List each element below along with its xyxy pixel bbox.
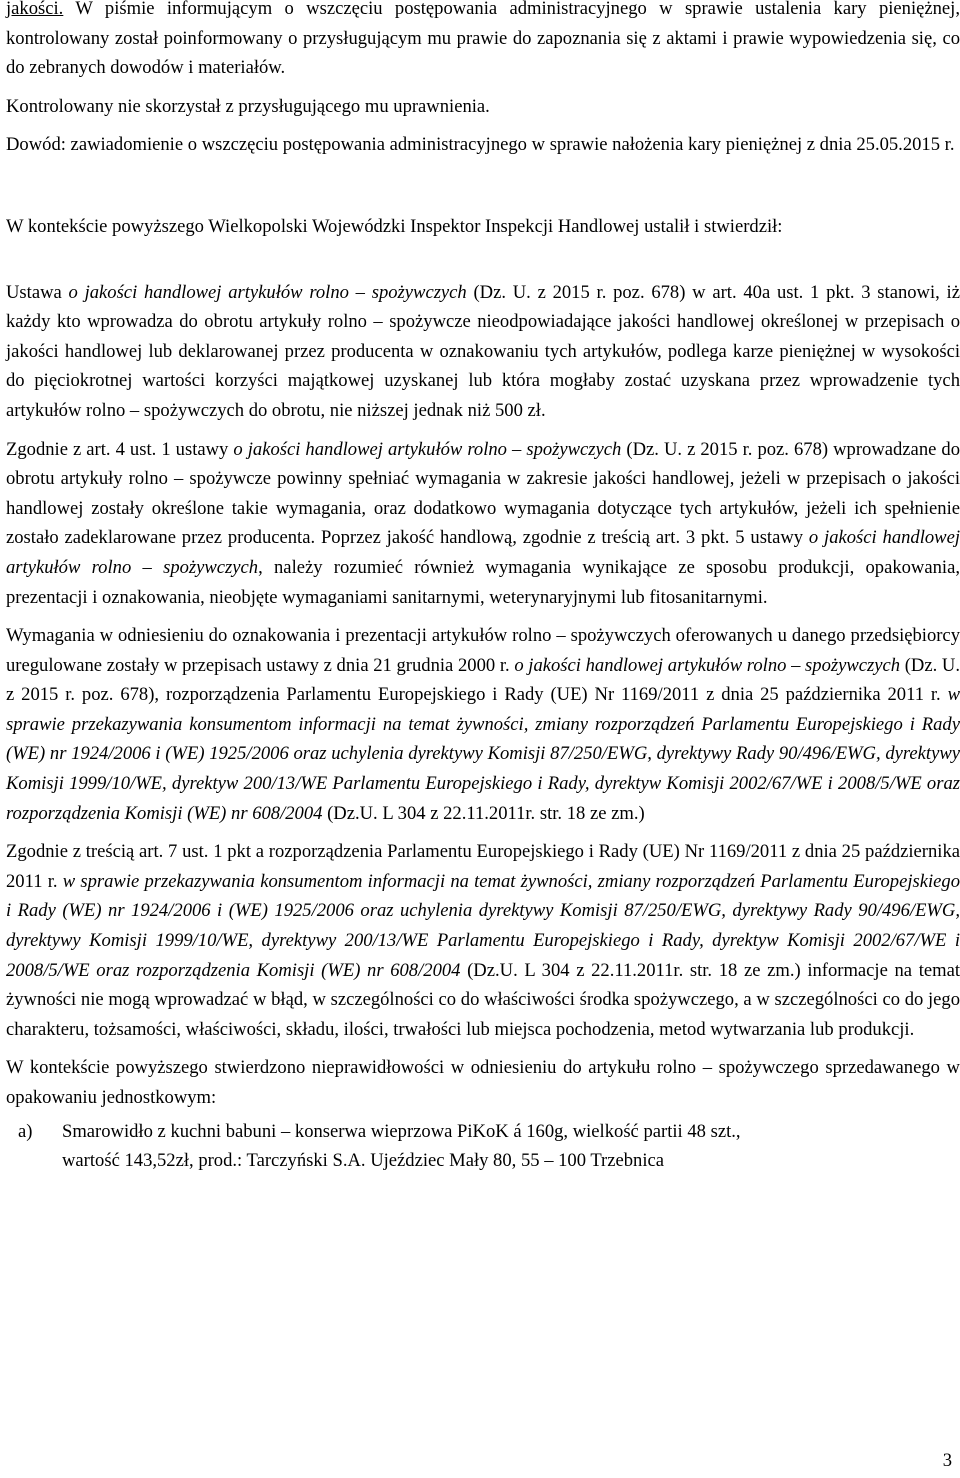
- act-title-italic: o jakości handlowej artykułów rolno – spożywczych: [68, 281, 467, 303]
- list-marker: a): [18, 1120, 33, 1142]
- text-run: Wymagania w odniesieniu do oznakowania i prezentacji artykułów rolno – spożywczych oferowanych u danego przedsiębiorcy uregulowane zostały w przepisach ustawy z dnia 21 grudnia 2000 r.: [6, 625, 960, 676]
- text-run: (Dz. U. z 2015 r. poz. 678) w art. 40a ust. 1 pkt. 3 stanowi, iż każdy kto wprowadza do obrotu artykuły rolno – spożywcze nieodpowiadające jakości handlowej określonej w przepisach o jakości handlowej lub deklarowanej przez producenta w oznakowaniu tych artykułów, podlega karze pieniężnej w wysokości do pięciokrotnej wartości korzyści majątkowej uzyskanej lub która mogłaby zostać uzyskana przez wprowadzenie tych artykułów rolno – spożywczych do obrotu, nie niższej jednak niż 500 zł.: [6, 281, 960, 421]
- text-run: (Dz.U. L 304 z 22.11.2011r. str. 18 ze zm.): [322, 802, 645, 824]
- paragraph-art-4: [6, 435, 960, 613]
- paragraph-intro-text: W piśmie informującym o wszczęciu postępowania administracyjnego w sprawie ustalenia kary pieniężnej, kontrolowany został poinformowany o przysługującym mu prawie do zapoznania się z aktami i prawie wypowiedzenia się, co do zebranych dowodów i materiałów.: [6, 0, 960, 79]
- page-number: 3: [942, 1450, 952, 1471]
- list-item: [6, 1117, 960, 1176]
- paragraph-labelling-requirements: [6, 621, 960, 828]
- act-title-italic: o jakości handlowej artykułów rolno – spożywczych: [514, 654, 901, 676]
- text-run: , należy rozumieć również wymagania wynikające ze sposobu produkcji, opakowania, prezentacji i oznakowania, nieobjęte wymaganiami sanitarnymi, weterynaryjnymi lub fitosanitarnymi.: [6, 556, 960, 608]
- regulation-title-italic: w sprawie przekazywania konsumentom informacji na temat żywności, zmiany rozporządzeń Parlamentu Europejskiego i Rady (WE) nr 1924/2006 i (WE) 1925/2006 oraz uchylenia dyrektywy Komisji 87/250/EWG, dyrektywy Rady 90/496/EWG, dyrektywy Komisji 1999/10/WE, dyrektywy 200/13/WE Parlamentu Europejskiego i Rady, dyrektyw Komisji 2002/67/WE i 2008/5/WE oraz rozporządzenia Komisji (WE) nr 608/2004: [6, 870, 960, 981]
- act-title-italic: o jakości handlowej artykułów rolno – spożywczych: [233, 438, 622, 460]
- text-run: (Dz. U. z 2015 r. poz. 678), rozporządzenia Parlamentu Europejskiego i Rady (UE) Nr 1169/2011 z dnia 25 października 2011 r.: [6, 654, 960, 706]
- evidence-note: Dowód: zawiadomienie o wszczęciu postępowania administracyjnego w sprawie nałożenia kary pieniężnej z dnia 25.05.2015 r.: [6, 134, 955, 156]
- text-run: Ustawa: [6, 281, 69, 303]
- text-run: (Dz.U. L 304 z 22.11.2011r. str. 18 ze zm.) informacje na temat żywności nie mogą wprowadzać w błąd, w szczególności co do właściwości środka spożywczego, a w szczególności co do jego charakteru, tożsamości, właściwości, składu, ilości, trwałości lub miejsca pochodzenia, metod wytwarzania lub produkcji.: [6, 959, 960, 1040]
- paragraph-no-use-of-right: Kontrolowany nie skorzystał z przysługującego mu uprawnienia.: [6, 95, 490, 117]
- text-run: Zgodnie z treścią art. 7 ust. 1 pkt a rozporządzenia Parlamentu Europejskiego i Rady (UE) Nr 1169/2011 z dnia 25 października 2011 r.: [6, 841, 960, 892]
- section-heading-findings: W kontekście powyższego Wielkopolski Wojewódzki Inspektor Inspekcji Handlowej ustalił i stwierdził:: [6, 215, 783, 237]
- regulation-title-italic: w sprawie przekazywania konsumentom informacji na temat żywności, zmiany rozporządzeń Parlamentu Europejskiego i Rady (WE) nr 1924/2006 i (WE) 1925/2006 oraz uchylenia dyrektywy Komisji 87/250/EWG, dyrektywy Rady 90/496/EWG, dyrektywy Komisji 1999/10/WE, dyrektyw 200/13/WE Parlamentu Europejskiego i Rady, dyrektyw Komisji 2002/67/WE i 2008/5/WE oraz rozporządzenia Komisji (WE) nr 608/2004: [6, 684, 960, 824]
- act-title-italic: o jakości handlowej artykułów rolno – spożywczych: [6, 527, 960, 578]
- list-item-line: Smarowidło z kuchni babuni – konserwa wieprzowa PiKoK á 160g, wielkość partii 48 szt.,: [62, 1120, 741, 1142]
- paragraph-art-40a: [6, 278, 960, 426]
- paragraph-intro: [6, 0, 960, 83]
- link-jakosci[interactable]: jakości.: [6, 0, 64, 19]
- text-run: (Dz. U. z 2015 r. poz. 678) wprowadzane do obrotu artykuły rolno – spożywcze powinny spełniać wymagania w zakresie jakości handlowej, jeżeli w przepisach o jakości handlowej zostały określone takie wymagania, oraz dodatkowo wymagania dotyczące tych artykułów, jeżeli ich spełnienie zostało zadeklarowane przez producenta. Poprzez jakość handlową, zgodnie z treścią art. 3 pkt. 5 ustawy: [6, 438, 960, 549]
- text-run: Zgodnie z art. 4 ust. 1 ustawy: [6, 438, 234, 460]
- paragraph-irregularities: W kontekście powyższego stwierdzono nieprawidłowości w odniesieniu do artykułu rolno – spożywczego sprzedawanego w opakowaniu jednostkowym:: [6, 1057, 960, 1108]
- list-item-line: wartość 143,52zł, prod.: Tarczyński S.A. Ujeździec Mały 80, 55 – 100 Trzebnica: [62, 1150, 665, 1172]
- paragraph-art-7: [6, 837, 960, 1044]
- list-item-text: [62, 1117, 960, 1176]
- document-page: [6, 0, 960, 1176]
